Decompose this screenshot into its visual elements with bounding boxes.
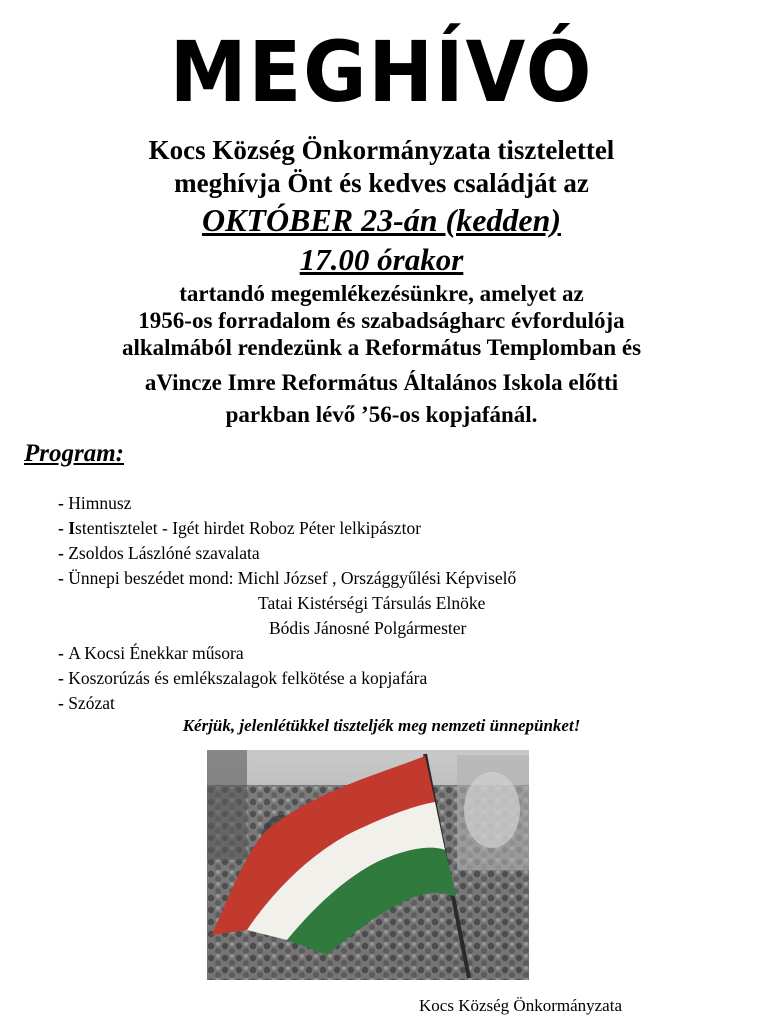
program-list (58, 491, 516, 716)
event-description (0, 280, 763, 431)
closing-message: Kérjük, jelenlétükkel tiszteljék meg nemzeti ünnepünket! (182, 716, 581, 735)
description-line-3: alkalmából rendezünk a Református Templomban és (121, 335, 642, 360)
list-item: - Istentisztelet - Igét hirdet Roboz Péter lelkipásztor (58, 518, 422, 538)
flag-crowd-photo (207, 750, 529, 980)
list-item: - Koszorúzás és emlékszalagok felkötése a kopjafára (58, 668, 428, 688)
invitation-title: MEGHÍVÓ (169, 23, 594, 121)
speaker-title-line: Bódis Jánosné Polgármester (269, 618, 467, 638)
list-item: - A Kocsi Énekkar műsora (58, 643, 244, 663)
flag-crowd-illustration (207, 750, 529, 980)
program-heading: Program: (24, 440, 124, 467)
list-item: - Himnusz (58, 493, 132, 513)
list-item: - Zsoldos Lászlóné szavalata (58, 543, 260, 563)
intro-line-1: Kocs Község Önkormányzata tisztelettel (148, 135, 615, 165)
speaker-title-line: Tatai Kistérségi Társulás Elnöke (258, 593, 486, 613)
list-item: - Szózat (58, 693, 115, 713)
description-line-4: aVincze Imre Református Általános Iskola előtti (144, 370, 619, 395)
footer-signature: Kocs Község Önkormányzata (419, 996, 622, 1015)
list-item: - Ünnepi beszédet mond: Michl József , Országgyűlési Képviselő (58, 568, 517, 588)
event-time: 17.00 órakor (299, 242, 464, 277)
description-line-5: parkban lévő ’56-os kopjafánál. (225, 402, 538, 427)
description-line-2: 1956-os forradalom és szabadságharc évfordulója (138, 308, 625, 333)
description-line-1: tartandó megemlékezésünkre, amelyet az (179, 281, 584, 306)
intro-text (0, 134, 763, 200)
intro-line-2: meghívja Önt és kedves családját az (174, 168, 589, 198)
event-date: OKTÓBER 23-án (kedden) (201, 202, 562, 238)
